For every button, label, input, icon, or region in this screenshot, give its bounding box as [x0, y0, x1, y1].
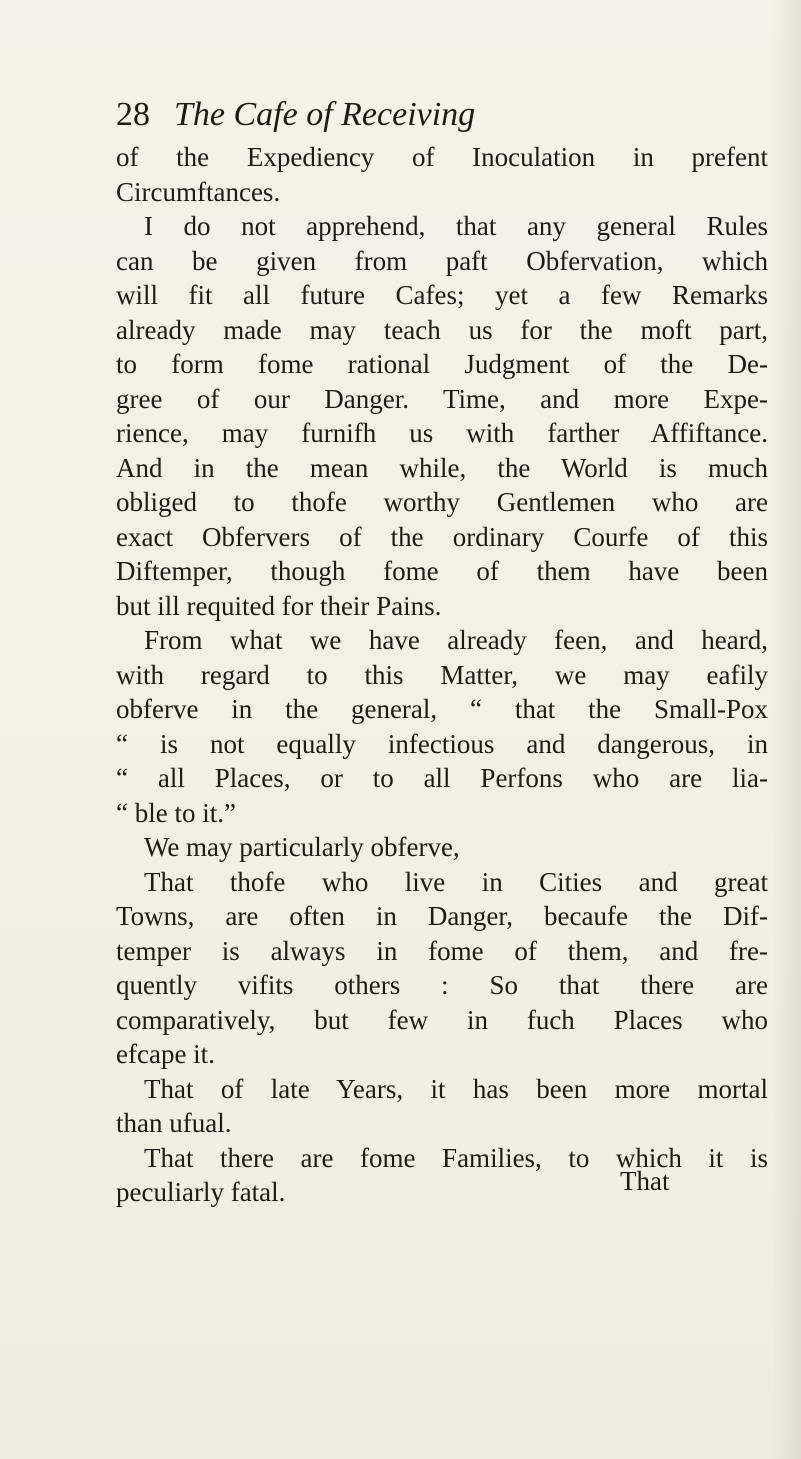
- text-line: temper is always in fome of them, and fre-: [116, 935, 768, 966]
- text-line: From what we have already feen, and heard,: [144, 625, 768, 655]
- text-line: Circumftances.: [116, 176, 281, 207]
- text-line: comparatively, but few in fuch Places who: [116, 1004, 768, 1035]
- text-line: peculiarly fatal.: [116, 1177, 286, 1207]
- text-line: And in the mean while, the World is much: [116, 452, 768, 483]
- running-header: [116, 92, 716, 138]
- text-line: exact Obfervers of the ordinary Courfe of this: [116, 521, 768, 552]
- text-line: gree of our Danger. Time, and more Expe-: [116, 383, 768, 414]
- running-title: The Cafe of Receiving: [174, 96, 476, 133]
- text-line: I do not apprehend, that any general Rules: [144, 211, 768, 241]
- page-edge-shadow: [771, 0, 801, 1459]
- text-line: obferve in the general, “ that the Small-Pox: [116, 694, 768, 724]
- text-line: to form fome rational Judgment of the De-: [116, 349, 768, 379]
- text-line: Towns, are often in Danger, becaufe the Dif-: [116, 901, 768, 931]
- text-line: That thofe who live in Cities and great: [144, 866, 768, 897]
- text-line: but ill requited for their Pains.: [116, 590, 442, 621]
- text-line: “ ble to it.”: [116, 797, 236, 828]
- text-line: That of late Years, it has been more mortal: [144, 1073, 768, 1104]
- text-line: That there are fome Families, to which it is: [144, 1142, 768, 1173]
- catchword: That: [620, 1166, 670, 1196]
- body-text: [116, 140, 768, 1210]
- text-line: “ is not equally infectious and dangerous, in: [116, 728, 768, 759]
- text-line: rience, may furnifh us with farther Affiftance.: [116, 418, 768, 448]
- text-line: We may particularly obferve,: [144, 832, 460, 862]
- text-line: can be given from paft Obfervation, which: [116, 245, 768, 276]
- text-line: “ all Places, or to all Perfons who are lia-: [116, 763, 768, 793]
- page-number: 28: [116, 96, 150, 133]
- text-line: will fit all future Cafes; yet a few Remarks: [116, 280, 768, 310]
- text-line: already made may teach us for the moft part,: [116, 314, 768, 345]
- text-line: efcape it.: [116, 1039, 215, 1069]
- text-line: with regard to this Matter, we may eafily: [116, 659, 768, 690]
- text-line: than ufual.: [116, 1108, 232, 1138]
- text-line: obliged to thofe worthy Gentlemen who are: [116, 487, 768, 517]
- text-line: of the Expediency of Inoculation in prefent: [116, 142, 768, 172]
- text-line: quently vifits others : So that there are: [116, 970, 768, 1000]
- text-line: Diftemper, though fome of them have been: [116, 556, 768, 586]
